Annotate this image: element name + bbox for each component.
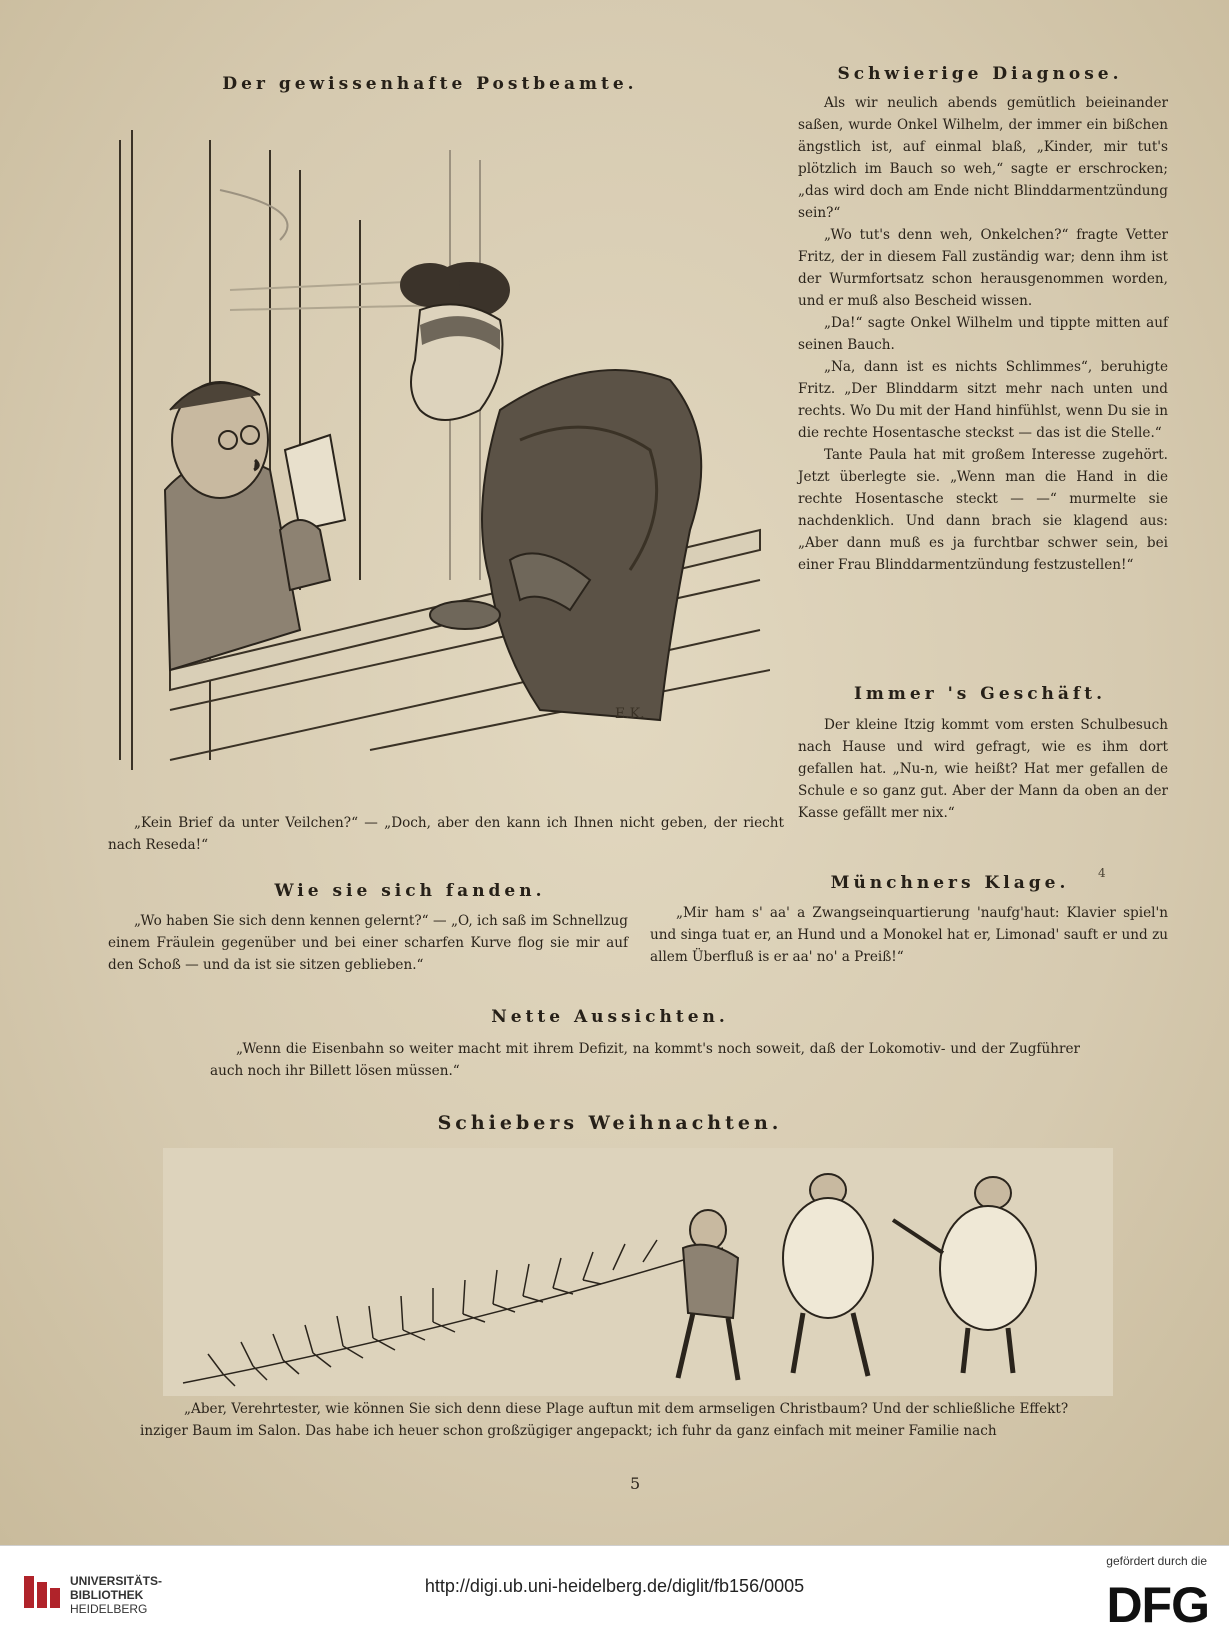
diagnose-paragraph: Tante Paula hat mit großem Interesse zugehört. Jetzt überlegte sie. „Wenn man die Hand in die rechte Hosentasche steckt — —“ murmelte sie nachdenklich. Und dann brach sie klagend aus: „Aber dann muß es ja furchtbar schwer sein, bei einer Frau Blinddarmentzündung festzustellen!“ — [798, 447, 1168, 573]
heading-diagnose: Schwierige Diagnose. — [837, 64, 1123, 84]
page-number: 5 — [630, 1474, 641, 1493]
library-name-line1: UNIVERSITÄTS- — [70, 1574, 163, 1588]
heading-weihnachten: Schiebers Weihnachten. — [437, 1112, 783, 1134]
diagnose-paragraph: „Da!“ sagte Onkel Wilhelm und tippte mitten auf seinen Bauch. — [798, 315, 1168, 353]
heading-geschaeft: Immer 's Geschäft. — [853, 684, 1107, 704]
aussichten-text — [210, 1038, 1080, 1082]
weihnachten-illustration — [163, 1148, 1113, 1398]
heading-fanden: Wie sie sich fanden. — [274, 881, 546, 901]
klage-paragraph: „Mir ham s' aa' a Zwangseinquartierung 'naufg'haut: Klavier spiel'n und singa tuat er, an Hund und a Monokel hat er, Limonad' sauft er und zu allem Überfluß is er aa' no' a Preiß!“ — [650, 905, 1168, 965]
weihnachten-caption-line1: „Aber, Verehrtester, wie können Sie sich denn diese Plage auftun mit dem armseligen Christbaum? Und der schließliche Effekt? — [184, 1401, 1069, 1417]
weihnachten-caption-line2: inziger Baum im Salon. Das habe ich heuer schon großzügiger angepackt; ich fuhr da ganz einfach mit meiner Familie nach — [140, 1423, 997, 1439]
fanden-paragraph: „Wo haben Sie sich denn kennen gelernt?“ — „O, ich saß im Schnellzug einem Fräulein gegenüber und bei einer scharfen Kurve flog sie mir auf den Schoß — und da ist sie sitzen geblieben.“ — [108, 913, 628, 973]
postbeamte-caption-text: „Kein Brief da unter Veilchen?“ — „Doch, aber den kann ich Ihnen nicht geben, der riecht nach Reseda!“ — [108, 815, 784, 853]
diagnose-text — [798, 92, 1168, 576]
library-name-line3: HEIDELBERG — [70, 1602, 148, 1616]
aussichten-paragraph: „Wenn die Eisenbahn so weiter macht mit ihrem Defizit, na kommt's noch soweit, daß der Lokomotiv- und der Zugführer auch noch ihr Billett lösen müssen.“ — [210, 1041, 1080, 1079]
fanden-text — [108, 910, 628, 976]
illustration-signature: E.K. — [615, 706, 645, 722]
heading-klage: Münchners Klage. — [830, 873, 1070, 893]
permalink-url[interactable]: http://digi.ub.uni-heidelberg.de/diglit/fb156/0005 — [424, 1576, 805, 1596]
geschaeft-text — [798, 714, 1168, 824]
library-footer — [0, 1545, 1229, 1642]
diagnose-paragraph: „Na, dann ist es nichts Schlimmes“, beruhigte Fritz. „Der Blinddarm sitzt mehr nach unten und rechts. Wo Du mit der Hand hinfühlst, wenn Du sie in die rechte Hosentasche steckst — das ist die Stelle.“ — [798, 359, 1168, 441]
weihnachten-caption — [140, 1398, 1170, 1442]
margin-number: 4 — [1098, 866, 1106, 880]
heading-postbeamte: Der gewissenhafte Postbeamte. — [222, 74, 638, 94]
dfg-logo[interactable]: DFG — [1106, 1577, 1209, 1633]
diagnose-paragraph: Als wir neulich abends gemütlich beieinander saßen, wurde Onkel Wilhelm, der immer ein bißchen ängstlich ist, auf einmal blaß, „Kinder, mir tut's plötzlich im Bauch so weh,“ sagte er erschrocken; „das wird doch am Ende nicht Blinddarmentzündung sein?“ — [798, 95, 1168, 221]
clerk-figure — [165, 382, 345, 670]
library-name-line2: BIBLIOTHEK — [70, 1588, 144, 1602]
diagnose-paragraph: „Wo tut's denn weh, Onkelchen?“ fragte Vetter Fritz, der in diesem Fall zuständig war; denn ihm ist der Wurmfortsatz schon herausgenommen worden, und er muß also Bescheid wissen. — [798, 227, 1168, 309]
geschaeft-paragraph: Der kleine Itzig kommt vom ersten Schulbesuch nach Hause und wird gefragt, wie es ihm dort gefallen hat. „Nu-n, wie heißt? Hat mer gefallen de Schule e so ganz gut. Aber der Mann da oben an der Kasse gefällt mer nix.“ — [798, 717, 1168, 821]
woman-figure — [400, 262, 701, 720]
postbeamte-illustration — [70, 110, 770, 810]
sponsor-label: gefördert durch die — [1106, 1554, 1207, 1568]
heading-aussichten: Nette Aussichten. — [491, 1007, 729, 1027]
klage-text — [650, 902, 1168, 968]
postbeamte-caption — [108, 812, 784, 856]
